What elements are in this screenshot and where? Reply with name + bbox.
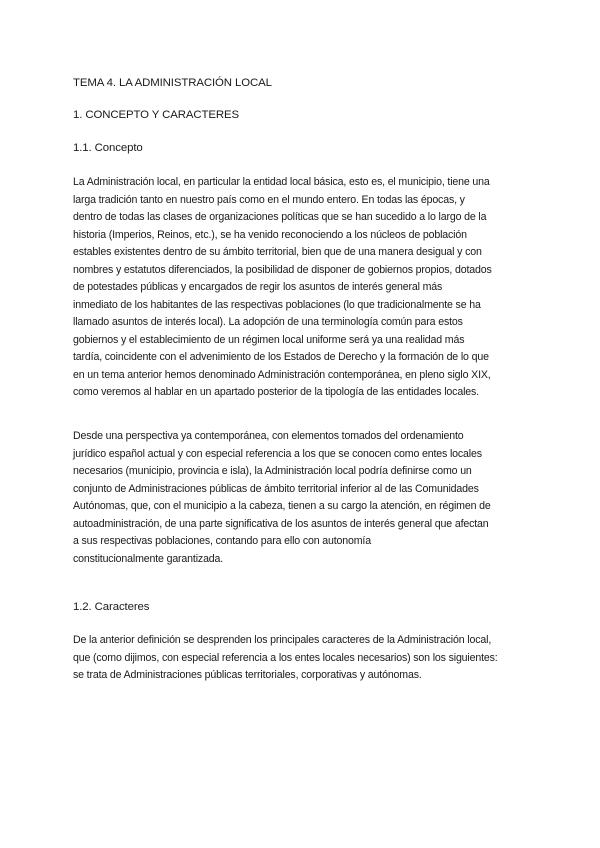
text-line: que (como dijimos, con especial referencia a los entes locales necesarios) son los siguientes: (73, 651, 498, 664)
paragraph-concepto-definicion (73, 428, 538, 568)
text-line: Autónomas, que, con el municipio a la cabeza, tienen a su cargo la atención, en régimen de (73, 500, 491, 512)
text-line: a sus respectivas poblaciones, contando para ello con autonomía (73, 535, 371, 547)
text-line: conjunto de Administraciones públicas de ámbito territorial inferior al de las Comunidades (73, 482, 479, 495)
text-line: se trata de Administraciones públicas territoriales, corporativas y autónomas. (73, 669, 422, 681)
text-line: historia (Imperios, Reinos, etc.), se ha venido reconociendo a los núcleos de población (73, 228, 467, 241)
text-line: en un tema anterior hemos denominado Administración contemporánea, en pleno siglo XIX, (73, 368, 491, 381)
paragraph-caracteres (73, 632, 538, 685)
text-line: autoadministración, de una parte significativa de los asuntos de interés general que afectan (73, 517, 489, 530)
text-line: dentro de todas las clases de organizaciones políticas que se han sucedido a lo largo de la (73, 211, 487, 223)
text-line: llamado asuntos de interés local). La adopción de una terminología común para estos (73, 316, 463, 328)
text-line: necesarios (municipio, provincia e isla), la Administración local podría definirse como un (73, 465, 472, 477)
subsection-heading-concepto: 1.1. Concepto (73, 142, 143, 154)
section-heading-concepto-y-caracteres: 1. CONCEPTO Y CARACTERES (73, 109, 239, 121)
text-line: tardía, coincidente con el advenimiento de los Estados de Derecho y la formación de lo que (73, 351, 489, 363)
subsection-heading-caracteres: 1.2. Caracteres (73, 601, 150, 613)
document-title: TEMA 4. LA ADMINISTRACIÓN LOCAL (73, 77, 272, 89)
text-line: nombres y estatutos diferenciados, la posibilidad de disponer de gobiernos propios, dotados (73, 263, 492, 276)
text-line: De la anterior definición se desprenden los principales caracteres de la Administración local, (73, 634, 492, 646)
text-line: larga tradición tanto en nuestro país como en el mundo entero. En todas las épocas, y (73, 193, 465, 206)
paragraph-concepto-historia (73, 174, 538, 402)
text-line: inmediato de los habitantes de las respectivas poblaciones (lo que tradicionalmente se ha (73, 298, 481, 311)
text-line: La Administración local, en particular la entidad local básica, esto es, el municipio, tiene una (73, 176, 490, 188)
text-line: jurídico español actual y con especial referencia a los que se conocen como entes locales (73, 447, 482, 460)
text-line: Desde una perspectiva ya contemporánea, con elementos tomados del ordenamiento (73, 430, 464, 442)
text-line: de potestades públicas y encargados de regir los asuntos de interés general más (73, 281, 443, 293)
text-line: como veremos al hablar en un apartado posterior de la tipología de las entidades locales. (73, 386, 479, 398)
text-line: constitucionalmente garantizada. (73, 552, 224, 565)
text-line: gobiernos y el establecimiento de un régimen local uniforme será ya una realidad más (73, 333, 465, 346)
text-line: estables existentes dentro de su ámbito territorial, bien que de una manera desigual y con (73, 246, 482, 258)
